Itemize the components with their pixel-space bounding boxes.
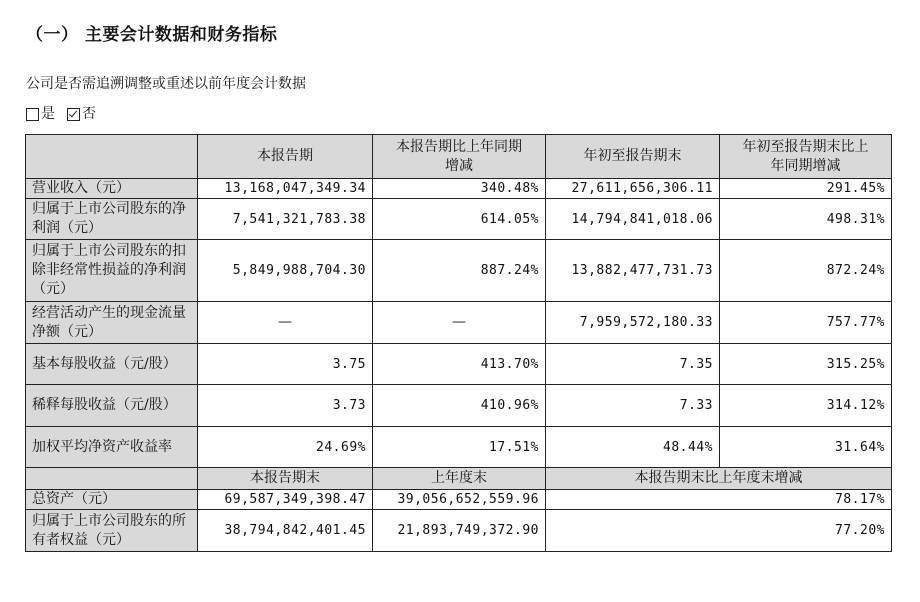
- cell-value: 340.48%: [373, 179, 546, 199]
- cell-value: 410.96%: [373, 385, 546, 427]
- cell-value: 872.24%: [720, 240, 892, 302]
- cell-value: 887.24%: [373, 240, 546, 302]
- section-title: （一） 主要会计数据和财务指标: [26, 25, 278, 45]
- row-label: 稀释每股收益（元/股）: [26, 385, 198, 427]
- cell-value: 7,959,572,180.33: [546, 302, 720, 344]
- table-header-row-2: [26, 468, 892, 490]
- cell-value: 413.70%: [373, 344, 546, 385]
- table-row: [26, 344, 892, 385]
- cell-value: 13,882,477,731.73: [546, 240, 720, 302]
- header-empty-cell: [26, 135, 198, 179]
- cell-value: 21,893,749,372.90: [373, 510, 546, 552]
- table-row: [26, 302, 892, 344]
- cell-value: 314.12%: [720, 385, 892, 427]
- table-row: [26, 179, 892, 199]
- row-label: 总资产（元）: [26, 490, 198, 510]
- header-current-period-change-text: 本报告期比上年同期 增减: [396, 138, 522, 174]
- cell-value: 7.35: [546, 344, 720, 385]
- cell-value: 7,541,321,783.38: [198, 199, 373, 240]
- row-label: 营业收入（元）: [26, 179, 198, 199]
- cell-value: 757.77%: [720, 302, 892, 344]
- row-label: 加权平均净资产收益率: [26, 427, 198, 468]
- cell-value: 3.75: [198, 344, 373, 385]
- header-period-end-change: 本报告期末比上年度末增减: [546, 468, 892, 490]
- checkbox-no-checked-icon[interactable]: [67, 108, 80, 121]
- cell-value: 3.73: [198, 385, 373, 427]
- row-label: 归属于上市公司股东的所有者权益（元）: [26, 510, 198, 552]
- cell-value: 69,587,349,398.47: [198, 490, 373, 510]
- header-ytd-change-text: 年初至报告期末比上 年同期增减: [742, 138, 869, 174]
- cell-value: 17.51%: [373, 427, 546, 468]
- table-row: [26, 490, 892, 510]
- option-yes[interactable]: [26, 103, 55, 123]
- row-label: 归属于上市公司股东的扣除非经常性损益的净利润（元）: [26, 240, 198, 302]
- cell-value: 13,168,047,349.34: [198, 179, 373, 199]
- cell-value: 7.33: [546, 385, 720, 427]
- restatement-options: [26, 103, 108, 123]
- cell-value: 315.25%: [720, 344, 892, 385]
- row-label: 基本每股收益（元/股）: [26, 344, 198, 385]
- header-prior-year-end: 上年度末: [373, 468, 546, 490]
- table-row: [26, 427, 892, 468]
- header-period-end: 本报告期末: [198, 468, 373, 490]
- option-yes-label: 是: [41, 106, 55, 122]
- cell-value: 5,849,988,704.30: [198, 240, 373, 302]
- table-row: [26, 240, 892, 302]
- table-header-row: [26, 135, 892, 179]
- financial-indicators-table: [25, 134, 892, 552]
- header-ytd: 年初至报告期末: [546, 135, 720, 179]
- cell-value: 14,794,841,018.06: [546, 199, 720, 240]
- table-row: [26, 510, 892, 552]
- restatement-question: 公司是否需追溯调整或重述以前年度会计数据: [26, 76, 306, 92]
- cell-dash: —: [198, 302, 373, 344]
- cell-value: 291.45%: [720, 179, 892, 199]
- option-no-label: 否: [82, 106, 96, 122]
- cell-value: 39,056,652,559.96: [373, 490, 546, 510]
- cell-value: 38,794,842,401.45: [198, 510, 373, 552]
- cell-value: 498.31%: [720, 199, 892, 240]
- row-label: 归属于上市公司股东的净利润（元）: [26, 199, 198, 240]
- option-no[interactable]: [67, 103, 96, 123]
- cell-dash: —: [373, 302, 546, 344]
- table-row: [26, 385, 892, 427]
- cell-value: 78.17%: [546, 490, 892, 510]
- header2-empty-cell: [26, 468, 198, 490]
- header-current-period-change: [373, 135, 546, 179]
- header-current-period: 本报告期: [198, 135, 373, 179]
- cell-value: 27,611,656,306.11: [546, 179, 720, 199]
- checkbox-yes-icon[interactable]: [26, 108, 39, 121]
- cell-value: 48.44%: [546, 427, 720, 468]
- cell-value: 614.05%: [373, 199, 546, 240]
- cell-value: 24.69%: [198, 427, 373, 468]
- cell-value: 77.20%: [546, 510, 892, 552]
- row-label: 经营活动产生的现金流量净额（元）: [26, 302, 198, 344]
- table-row: [26, 199, 892, 240]
- header-ytd-change: [720, 135, 892, 179]
- cell-value: 31.64%: [720, 427, 892, 468]
